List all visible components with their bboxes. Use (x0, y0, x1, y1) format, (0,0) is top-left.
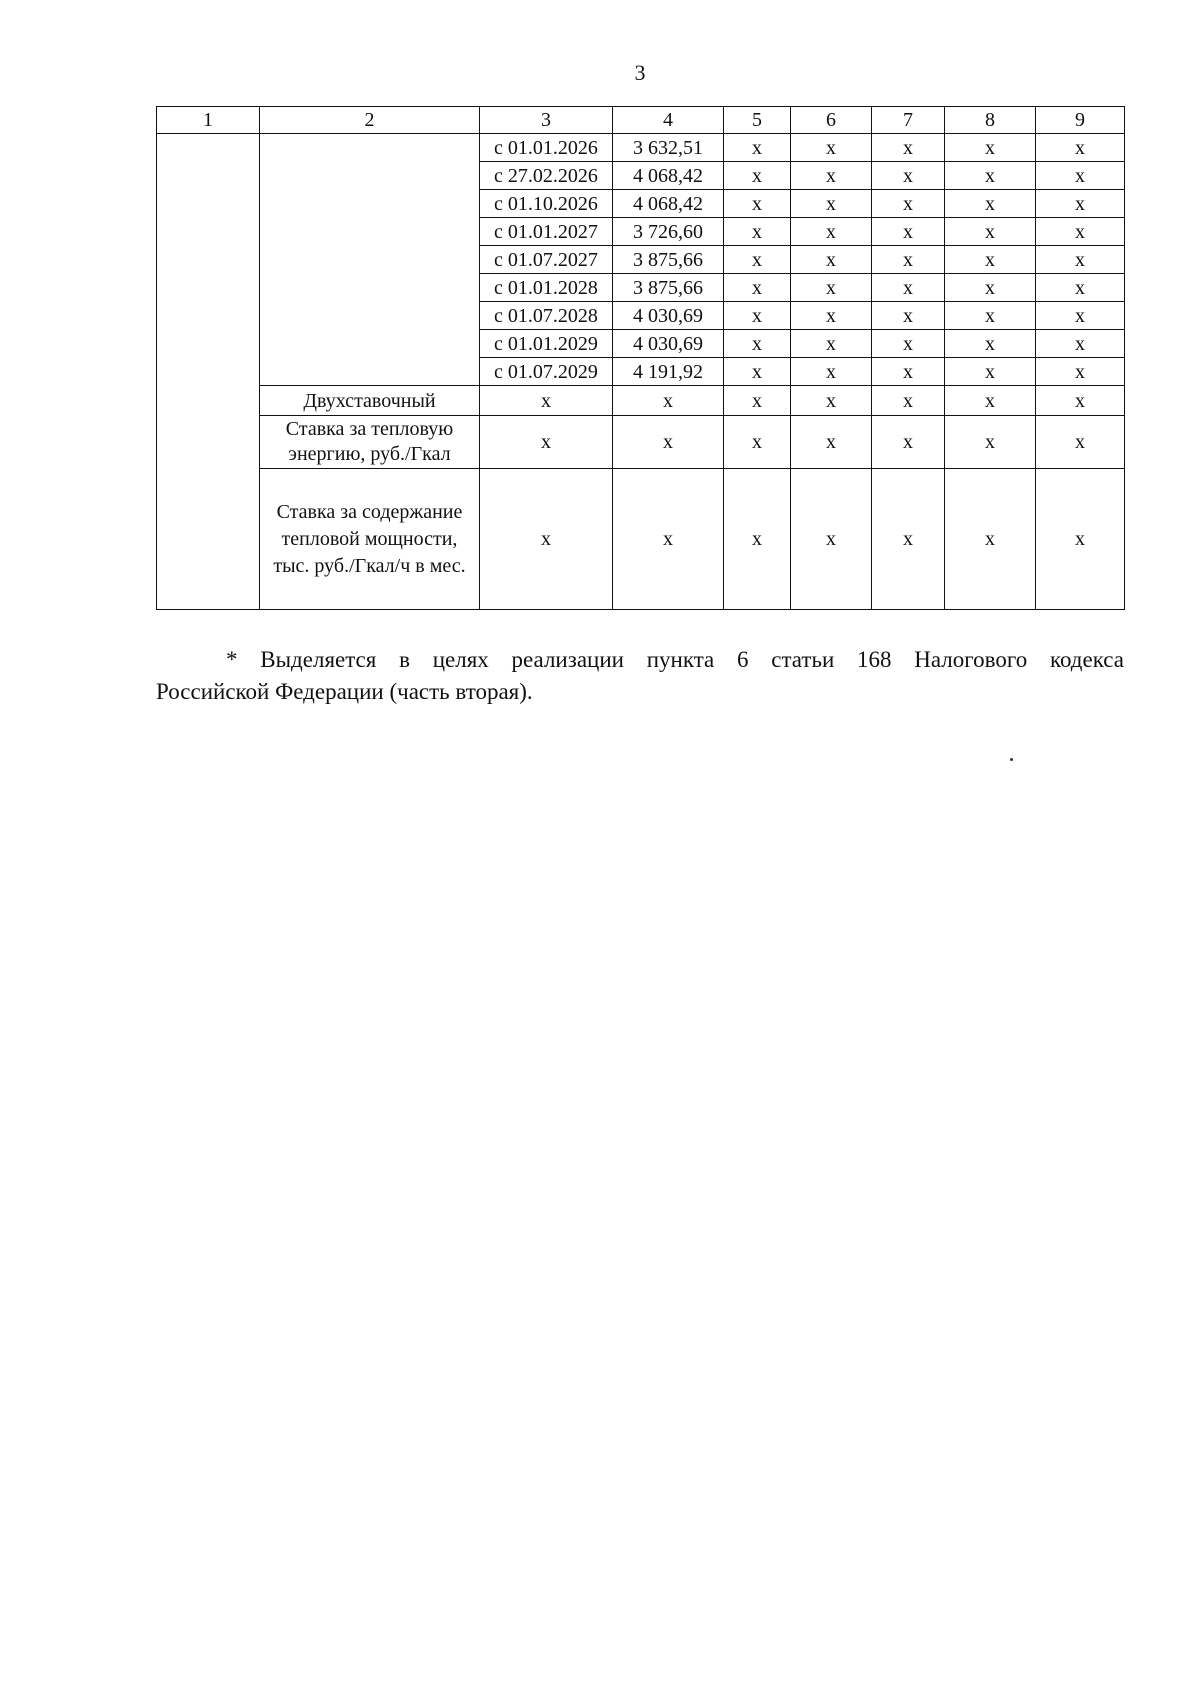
mark-cell: х (945, 246, 1036, 274)
table-row-heat-rate (157, 416, 1125, 469)
mark-cell: х (1036, 134, 1125, 162)
mark-cell: х (724, 162, 791, 190)
header-cell: 9 (1036, 107, 1125, 134)
date-cell: с 27.02.2026 (480, 162, 613, 190)
mark-cell: х (945, 330, 1036, 358)
date-cell: с 01.07.2028 (480, 302, 613, 330)
mark-cell: х (791, 330, 872, 358)
value-cell: 4 068,42 (613, 190, 724, 218)
date-cell: с 01.01.2026 (480, 134, 613, 162)
table-row-capacity-rate (157, 469, 1125, 610)
value-cell: 3 875,66 (613, 274, 724, 302)
value-cell: 4 030,69 (613, 302, 724, 330)
value-cell: 3 632,51 (613, 134, 724, 162)
page-number: 3 (634, 60, 646, 85)
mark-cell: х (1036, 302, 1125, 330)
mark-cell: х (1036, 162, 1125, 190)
mark-cell: х (945, 218, 1036, 246)
mark-cell: х (872, 134, 945, 162)
mark-cell: х (613, 469, 724, 610)
mark-cell: х (872, 274, 945, 302)
mark-cell: х (945, 416, 1036, 469)
mark-cell: х (945, 469, 1036, 610)
value-cell: 4 030,69 (613, 330, 724, 358)
mark-cell: х (724, 358, 791, 386)
mark-cell: х (945, 274, 1036, 302)
table-header-row (157, 107, 1125, 134)
mark-cell: х (1036, 330, 1125, 358)
mark-cell: х (791, 416, 872, 469)
mark-cell: х (872, 416, 945, 469)
mark-cell: х (791, 190, 872, 218)
mark-cell: х (724, 302, 791, 330)
mark-cell: х (872, 218, 945, 246)
mark-cell: х (791, 134, 872, 162)
date-cell: с 01.01.2029 (480, 330, 613, 358)
mark-cell: х (791, 302, 872, 330)
mark-cell: х (613, 416, 724, 469)
mark-cell: х (724, 416, 791, 469)
header-cell: 6 (791, 107, 872, 134)
mark-cell: х (945, 358, 1036, 386)
mark-cell: х (791, 358, 872, 386)
empty-cell-col2 (260, 134, 480, 386)
mark-cell: х (1036, 386, 1125, 416)
mark-cell: х (480, 416, 613, 469)
footnote-line-2: Российской Федерации (часть вторая). (156, 679, 533, 704)
mark-cell: х (872, 190, 945, 218)
mark-cell: х (872, 162, 945, 190)
value-cell: 3 875,66 (613, 246, 724, 274)
mark-cell: х (791, 246, 872, 274)
tariff-table (156, 106, 1125, 610)
footnote (156, 644, 1124, 708)
row-label: Ставка за содержание тепловой мощности, тыс. руб./Гкал/ч в мес. (260, 469, 480, 610)
mark-cell: х (872, 358, 945, 386)
mark-cell: х (1036, 469, 1125, 610)
value-cell: 4 068,42 (613, 162, 724, 190)
footnote-line-1: * Выделяется в целях реализации пункта 6 статьи 168 Налогового кодекса (226, 647, 1124, 672)
empty-cell-col1 (157, 134, 260, 610)
mark-cell: х (1036, 358, 1125, 386)
mark-cell: х (945, 386, 1036, 416)
mark-cell: х (872, 302, 945, 330)
header-cell: 2 (260, 107, 480, 134)
mark-cell: х (791, 162, 872, 190)
mark-cell: х (872, 386, 945, 416)
mark-cell: х (945, 302, 1036, 330)
row-label: Ставка за тепловую энергию, руб./Гкал (260, 416, 480, 469)
header-cell: 3 (480, 107, 613, 134)
mark-cell: х (945, 190, 1036, 218)
mark-cell: х (724, 190, 791, 218)
header-cell: 8 (945, 107, 1036, 134)
mark-cell: х (791, 469, 872, 610)
mark-cell: х (945, 162, 1036, 190)
header-cell: 5 (724, 107, 791, 134)
mark-cell: х (724, 134, 791, 162)
mark-cell: х (872, 246, 945, 274)
mark-cell: х (872, 469, 945, 610)
date-cell: с 01.10.2026 (480, 190, 613, 218)
table-row-two-rate (157, 386, 1125, 416)
mark-cell: х (945, 134, 1036, 162)
value-cell: 3 726,60 (613, 218, 724, 246)
mark-cell: х (791, 386, 872, 416)
date-cell: с 01.01.2028 (480, 274, 613, 302)
mark-cell: х (613, 386, 724, 416)
mark-cell: х (724, 386, 791, 416)
header-cell: 4 (613, 107, 724, 134)
mark-cell: х (480, 386, 613, 416)
header-cell: 1 (157, 107, 260, 134)
mark-cell: х (724, 330, 791, 358)
mark-cell: х (872, 330, 945, 358)
mark-cell: х (791, 274, 872, 302)
mark-cell: х (1036, 246, 1125, 274)
mark-cell: х (480, 469, 613, 610)
mark-cell: х (724, 246, 791, 274)
mark-cell: х (1036, 190, 1125, 218)
row-label: Двухставочный (260, 386, 480, 416)
mark-cell: х (1036, 274, 1125, 302)
mark-cell: х (791, 218, 872, 246)
stray-dot (1010, 758, 1013, 761)
value-cell: 4 191,92 (613, 358, 724, 386)
date-cell: с 01.07.2029 (480, 358, 613, 386)
date-cell: с 01.01.2027 (480, 218, 613, 246)
mark-cell: х (1036, 218, 1125, 246)
mark-cell: х (724, 218, 791, 246)
header-cell: 7 (872, 107, 945, 134)
table-row (157, 134, 1125, 162)
date-cell: с 01.07.2027 (480, 246, 613, 274)
mark-cell: х (724, 274, 791, 302)
mark-cell: х (724, 469, 791, 610)
mark-cell: х (1036, 416, 1125, 469)
